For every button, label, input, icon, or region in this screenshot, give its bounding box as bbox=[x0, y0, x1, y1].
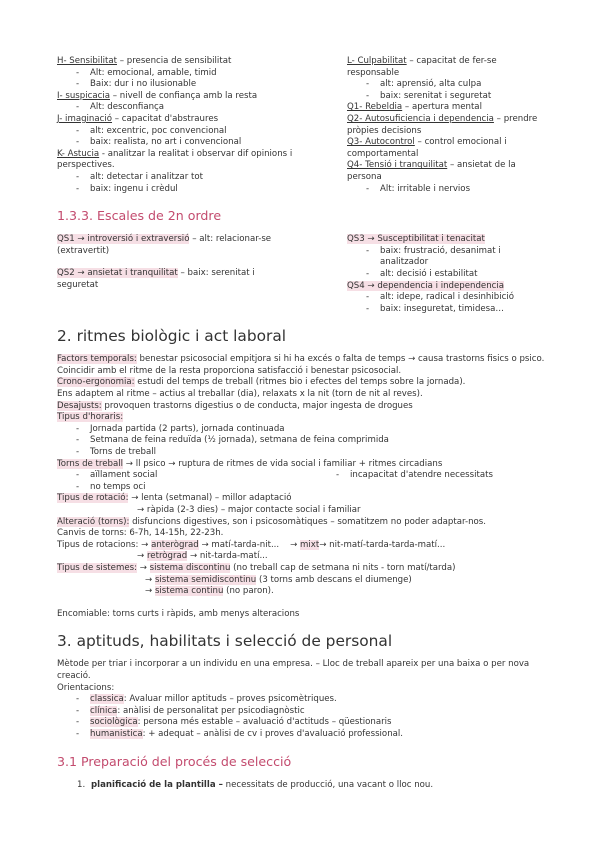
tipus-rotacions: Tipus de rotacions: → anterògrad → matí-tarda-nit... → mixt→ nit-matí-tarda-tarda-matí... bbox=[57, 539, 446, 550]
section-3-body bbox=[57, 659, 547, 740]
rotacio-retrograd: → retrògrad → nit-tarda-matí... bbox=[137, 551, 268, 562]
rotacio-rapida: → ràpida (2-3 dies) – major contacte social i familiar bbox=[137, 505, 361, 515]
factor-l: L- Culpabilitat – capacitat de fer-se responsable bbox=[347, 56, 497, 78]
horari-item: - Jornada partida (2 parts), jornada continuada bbox=[57, 424, 547, 436]
torns-bullets bbox=[57, 470, 527, 493]
factor-q1: Q1- Rebeldia – apertura mental bbox=[347, 102, 482, 113]
factor-i-high: - Alt: desconfiança bbox=[57, 102, 307, 114]
qs1: QS1 → introversió i extraversió – alt: relacionar-se (extravertit) bbox=[57, 234, 272, 256]
factor-h: H- Sensibilitat – presencia de sensibilitat bbox=[57, 56, 232, 66]
orientacio-item: - humanistica: + adequat – anàlisi de cv i proves d'avaluació professional. bbox=[57, 729, 547, 741]
alteracio-torns: Alteració (torns): disfuncions digestives, son i psicosomàtiques – somatitzem no poder adaptar-nos. bbox=[57, 516, 487, 527]
ens-adaptem: Ens adaptem al ritme – actius al treballar (dia), relaxats x la nit (torn de nit al reves). bbox=[57, 389, 423, 400]
factor-j-high: - alt: excentric, poc convencional bbox=[57, 126, 307, 138]
second-order-right bbox=[347, 234, 547, 315]
coincidir-text: Coincidir amb el ritme de la resta proporciona satisfacció i benestar psicosocial. bbox=[57, 365, 402, 376]
encomiable: Encomiable: torns curts i ràpids, amb menys alteracions bbox=[57, 608, 300, 619]
tipus-sistemes: Tipus de sistemes: → sistema discontinu (no treball cap de setmana ni nits - torn matí/tarda) bbox=[57, 562, 456, 573]
factor-h-high: - Alt: emocional, amable, timid bbox=[57, 68, 307, 80]
tipus-horaris: Tipus d'horaris: bbox=[57, 412, 124, 423]
qs2: QS2 → ansietat i tranquilitat – baix: serenitat i seguretat bbox=[57, 268, 255, 290]
factor-k-high: - alt: detectar i analitzar tot bbox=[57, 172, 307, 184]
orientacio-item: - classica: Avaluar millor aptituds – proves psicomètriques. bbox=[57, 694, 547, 706]
document-page bbox=[57, 56, 547, 791]
section-2-body bbox=[57, 354, 547, 620]
desajusts: Desajusts: provoquen trastorns digestius o de conducta, major ingesta de drogues bbox=[57, 400, 413, 411]
factors-temporals: Factors temporals: benestar psicosocial empitjora si hi ha excés o falta de temps → causa trastorns fisics o psico. bbox=[57, 354, 545, 365]
heading-section-2: 2. ritmes biològic i act laboral bbox=[57, 327, 287, 346]
factor-q4-high: - Alt: irritable i nervios bbox=[347, 184, 547, 196]
orientacio-item: - sociològica: persona més estable – avaluació d'actituds – qüestionaris bbox=[57, 717, 547, 729]
sistema-continu: → sistema continu (no paron). bbox=[145, 586, 274, 597]
factors-left-column bbox=[57, 56, 307, 195]
torns-bullet: - incapacitat d'atendre necessitats bbox=[317, 470, 527, 482]
factor-k: K- Astucia - analitzar la realitat i observar dif opinions i perspectives. bbox=[57, 148, 293, 171]
torns-bullet: - no temps oci bbox=[57, 482, 317, 494]
metode-text: Mètode per triar i incorporar a un individu en una empresa. – Lloc de treball apareix per una baixa o per nova creació. bbox=[57, 659, 530, 681]
qs4-low: - baix: inseguretat, timidesa… bbox=[347, 304, 547, 316]
factor-j-low: - baix: realista, no art i convencional bbox=[57, 137, 307, 149]
numbered-item: 1. planificació de la plantilla – necessitats de producció, una vacant o lloc nou. bbox=[77, 779, 434, 790]
heading-section-3: 3. aptituds, habilitats i selecció de personal bbox=[57, 632, 393, 651]
qs3: QS3 → Susceptibilitat i tenacitat bbox=[347, 234, 485, 245]
factor-i: I- suspicacia – nivell de confiança amb la resta bbox=[57, 90, 258, 101]
orientacions-label: Orientacions: bbox=[57, 682, 115, 693]
factors-columns bbox=[57, 56, 547, 195]
heading-1-3-3: 1.3.3. Escales de 2n ordre bbox=[57, 208, 222, 224]
factor-h-low: - Baix: dur i no ilusionable bbox=[57, 79, 307, 91]
orientacio-item: - clínica: anàlisi de personalitat per psicodiagnòstic bbox=[57, 706, 547, 718]
factor-q4: Q4- Tensió i tranquilitat – ansietat de la persona bbox=[347, 160, 516, 182]
second-order-columns bbox=[57, 234, 547, 315]
horari-item: - Setmana de feina reduïda (½ jornada), setmana de feina comprimida bbox=[57, 435, 547, 447]
torns-treball: Torns de treball → ll psico → ruptura de ritmes de vida social i familiar + ritmes circadians bbox=[57, 458, 443, 469]
factor-j: J- imaginació – capacitat d'abstraures bbox=[57, 113, 219, 124]
horari-item: - Torns de treball bbox=[57, 447, 547, 459]
factors-right-column bbox=[347, 56, 547, 195]
second-order-left bbox=[57, 234, 287, 315]
factor-l-high: - alt: aprensió, alta culpa bbox=[347, 79, 547, 91]
tipus-rotacio: Tipus de rotació: → lenta (setmanal) – millor adaptació bbox=[57, 493, 292, 504]
heading-3-1: 3.1 Preparació del procés de selecció bbox=[57, 753, 292, 769]
torns-bullet: - aïllament social bbox=[57, 470, 317, 482]
crono-ergonomia: Crono-ergonomia: estudi del temps de treball (ritmes bio i efectes del temps sobre la jornada). bbox=[57, 377, 466, 388]
canvis-torns: Canvis de torns: 6-7h, 14-15h, 22-23h. bbox=[57, 528, 224, 539]
factor-q3: Q3- Autocontrol – control emocional i comportamental bbox=[347, 137, 507, 159]
qs4-high: - alt: idepe, radical i desinhibició bbox=[347, 292, 547, 304]
qs3-high: - alt: decisió i estabilitat bbox=[347, 269, 547, 281]
qs3-low: - baix: frustració, desanimat i analitzador bbox=[347, 246, 547, 269]
factor-k-low: - baix: ingenu i crèdul bbox=[57, 184, 307, 196]
qs4: QS4 → dependencia i independencia bbox=[347, 280, 505, 291]
sistema-semidiscontinu: → sistema semidiscontinu (3 torns amb descans el diumenge) bbox=[145, 574, 412, 585]
factor-q2: Q2- Autosuficiencia i dependencia – prendre pròpies decisions bbox=[347, 113, 538, 136]
factor-l-low: - baix: serenitat i seguretat bbox=[347, 91, 547, 103]
